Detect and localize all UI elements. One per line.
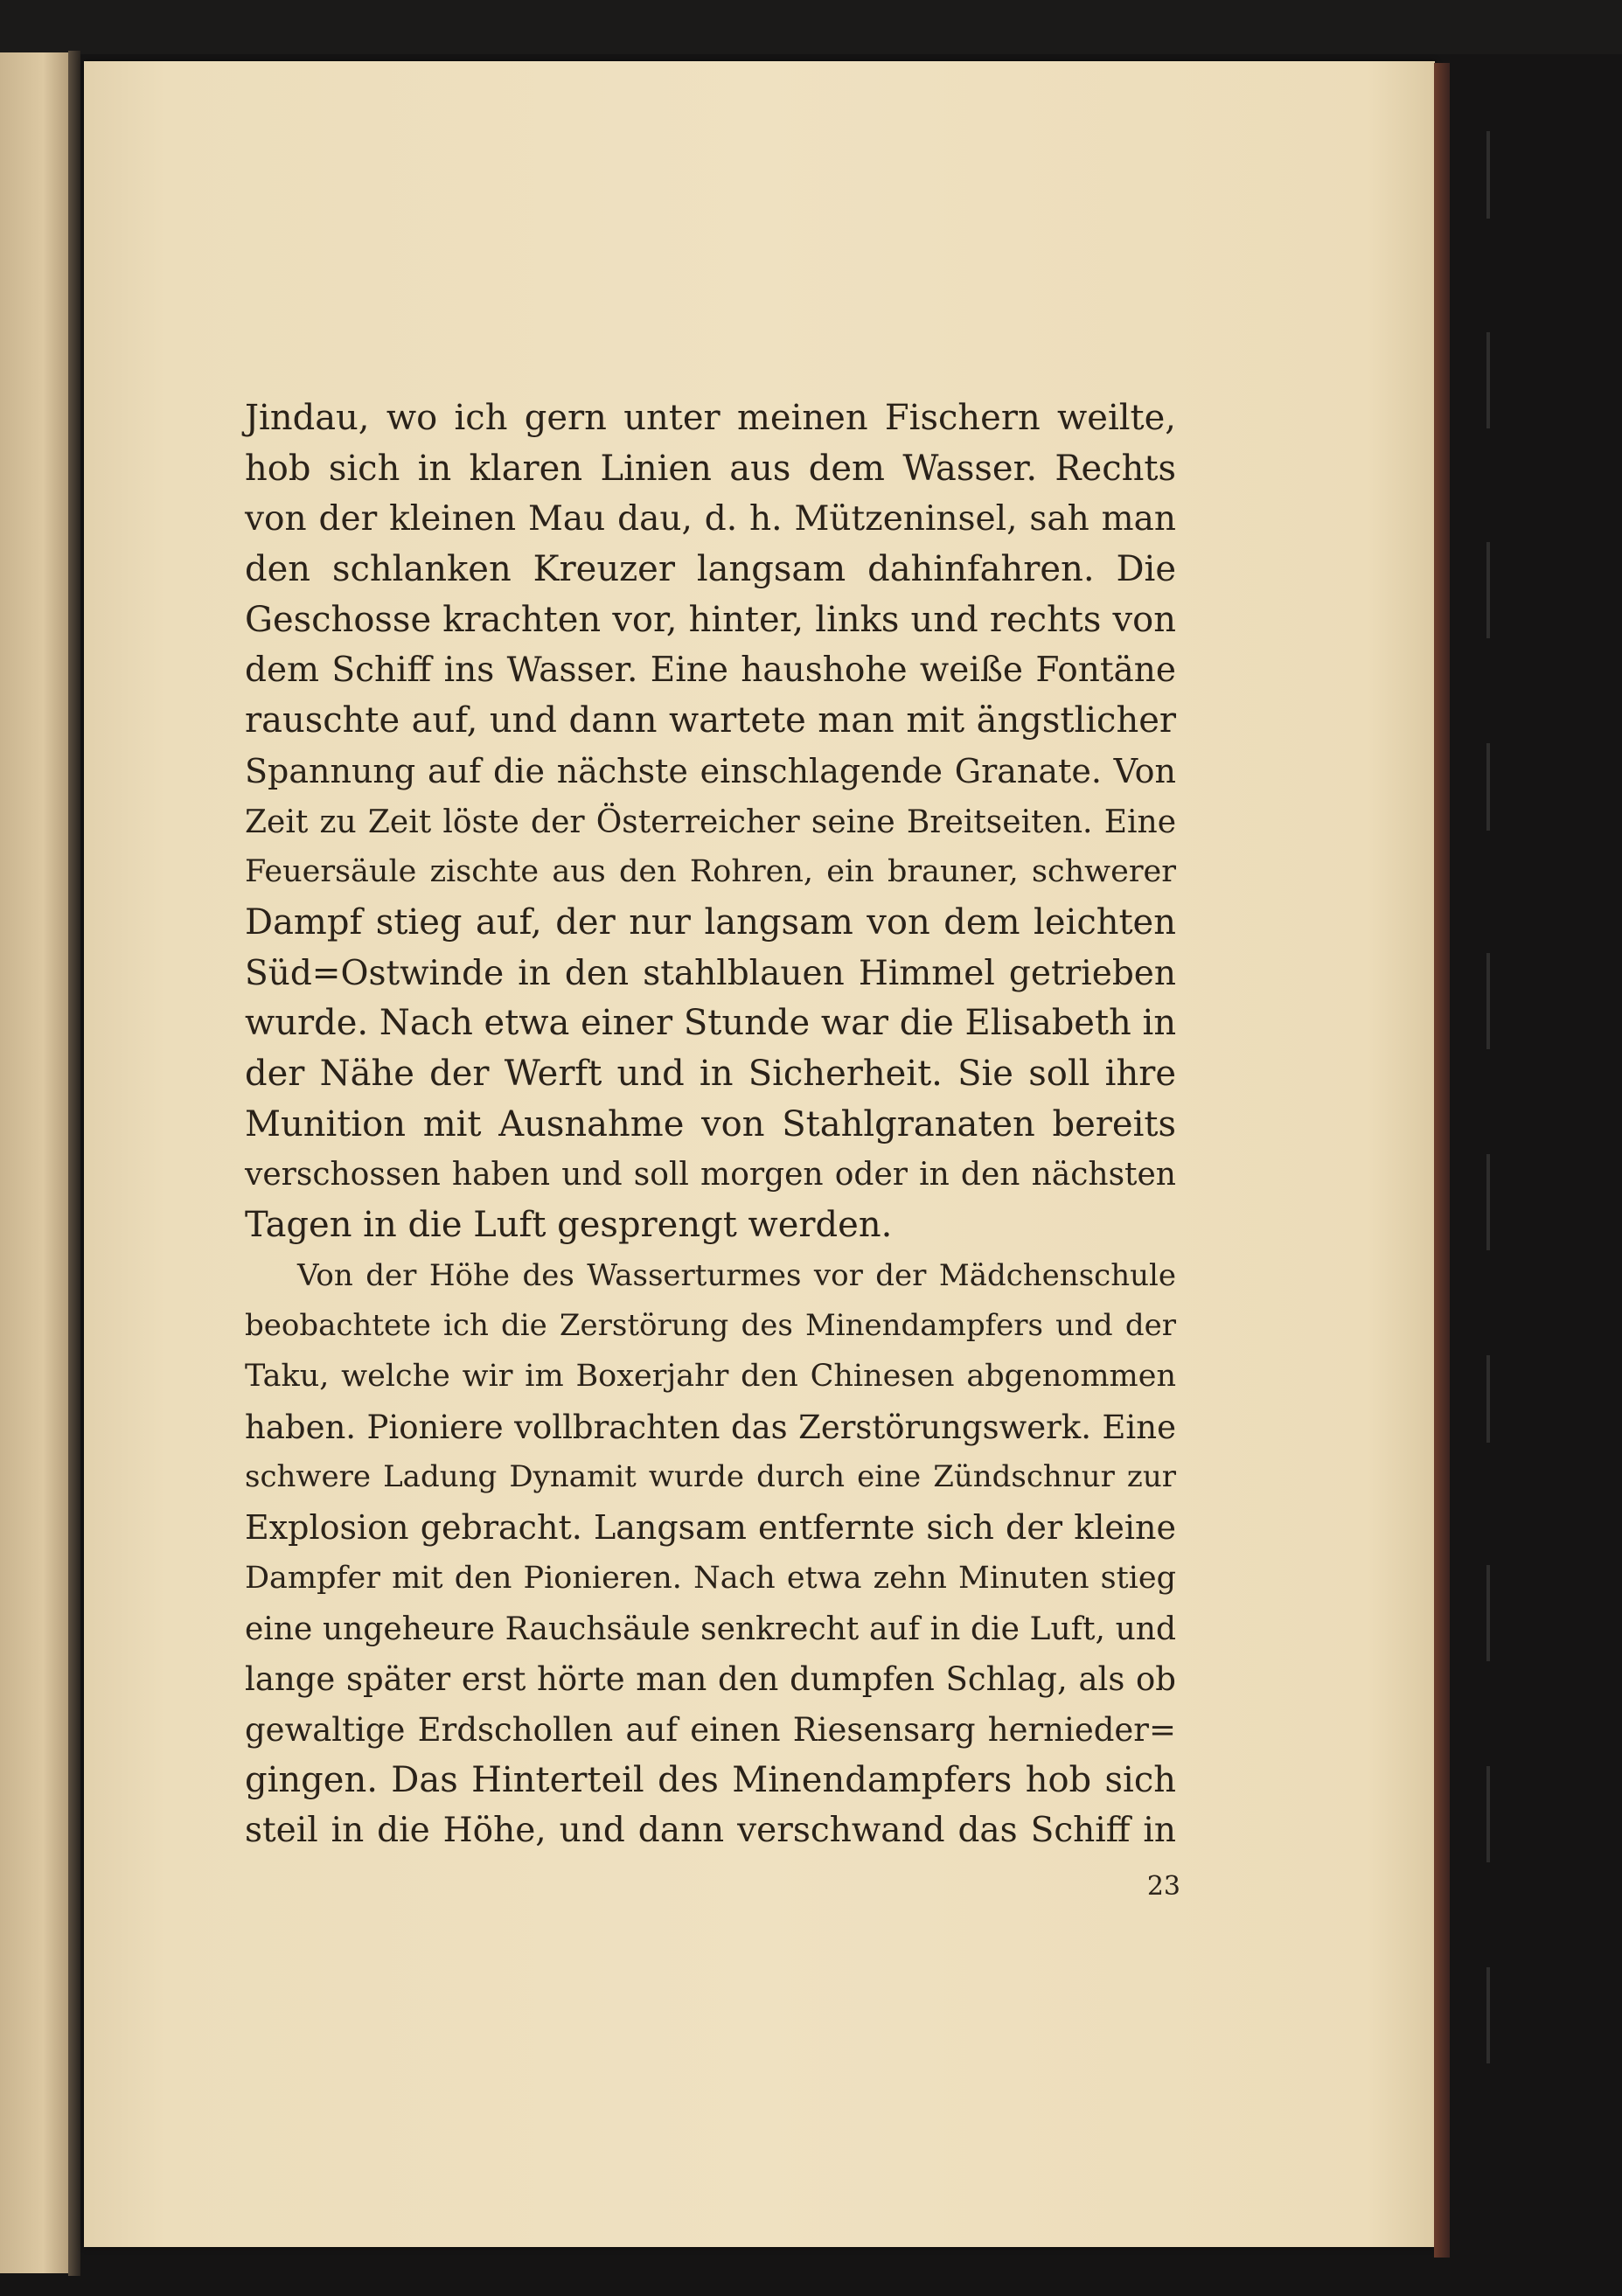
text-line: hob sich in klaren Linien aus dem Wasser. Rechts xyxy=(245,448,1176,489)
text-line: von der kleinen Mau dau, d. h. Mützeninsel, sah man xyxy=(245,499,1176,539)
scan-ruler-marks xyxy=(1486,131,1497,2186)
text-line: Feuersäule zischte aus den Rohren, ein brauner, schwerer xyxy=(245,854,1176,890)
text-line: wurde. Nach etwa einer Stunde war die Elisabeth in xyxy=(245,1003,1177,1044)
text-line: eine ungeheure Rauchsäule senkrecht auf in die Luft, und xyxy=(245,1611,1176,1647)
text-line: steil in die Höhe, und dann verschwand das Schiff in xyxy=(245,1811,1176,1851)
text-line: Munition mit Ausnahme von Stahlgranaten bereits xyxy=(245,1103,1176,1145)
text-line: der Nähe der Werft und in Sicherheit. Sie soll ihre xyxy=(245,1053,1176,1094)
text-line: dem Schiff ins Wasser. Eine haushohe weiße Fontäne xyxy=(245,651,1176,691)
text-line: Jindau, wo ich gern unter meinen Fischern weilte, xyxy=(245,398,1176,438)
facing-page-edge xyxy=(0,52,72,2273)
body-text xyxy=(245,393,1176,1856)
text-line: Tagen in die Luft gesprengt werden. xyxy=(245,1205,893,1245)
text-line: Dampfer mit den Pionieren. Nach etwa zehn Minuten stieg xyxy=(245,1560,1176,1596)
text-line: Explosion gebracht. Langsam entfernte sich der kleine xyxy=(245,1508,1176,1548)
text-line: Zeit zu Zeit löste der Österreicher seine Breitseiten. Eine xyxy=(245,804,1176,840)
text-line: beobachtete ich die Zerstörung des Minendampfers und der xyxy=(245,1308,1176,1344)
text-line: gingen. Das Hinterteil des Minendampfers hob sich xyxy=(245,1759,1176,1800)
text-line: verschossen haben und soll morgen oder in den nächsten xyxy=(245,1157,1176,1193)
page-number: 23 xyxy=(1146,1871,1180,1902)
scan-background-top xyxy=(0,0,1622,54)
text-line: lange später erst hörte man den dumpfen Schlag, als ob xyxy=(245,1660,1176,1699)
text-line: Geschosse krachten vor, hinter, links und rechts von xyxy=(245,599,1176,640)
text-line: Süd=Ostwinde in den stahlblauen Himmel getrieben xyxy=(245,953,1176,993)
text-line: Taku, welche wir im Boxerjahr den Chinesen abgenommen xyxy=(245,1359,1176,1395)
text-line: schwere Ladung Dynamit wurde durch eine Zündschnur zur xyxy=(245,1459,1176,1495)
book-cover-edge xyxy=(1434,63,1450,2258)
text-line: Dampf stieg auf, der nur langsam von dem leichten xyxy=(245,901,1176,943)
text-line: Spannung auf die nächste einschlagende Granate. Von xyxy=(245,751,1176,790)
text-line: rauschte auf, und dann wartete man mit ängstlicher xyxy=(245,700,1176,741)
book-gutter xyxy=(68,51,80,2276)
text-line: gewaltige Erdschollen auf einen Riesensarg hernieder= xyxy=(245,1710,1176,1749)
text-line: den schlanken Kreuzer langsam dahinfahren. Die xyxy=(245,549,1176,590)
text-line: Von der Höhe des Wasserturmes vor der Mädchenschule xyxy=(297,1257,1176,1293)
text-line: haben. Pioniere vollbrachten das Zerstörungswerk. Eine xyxy=(245,1408,1176,1446)
